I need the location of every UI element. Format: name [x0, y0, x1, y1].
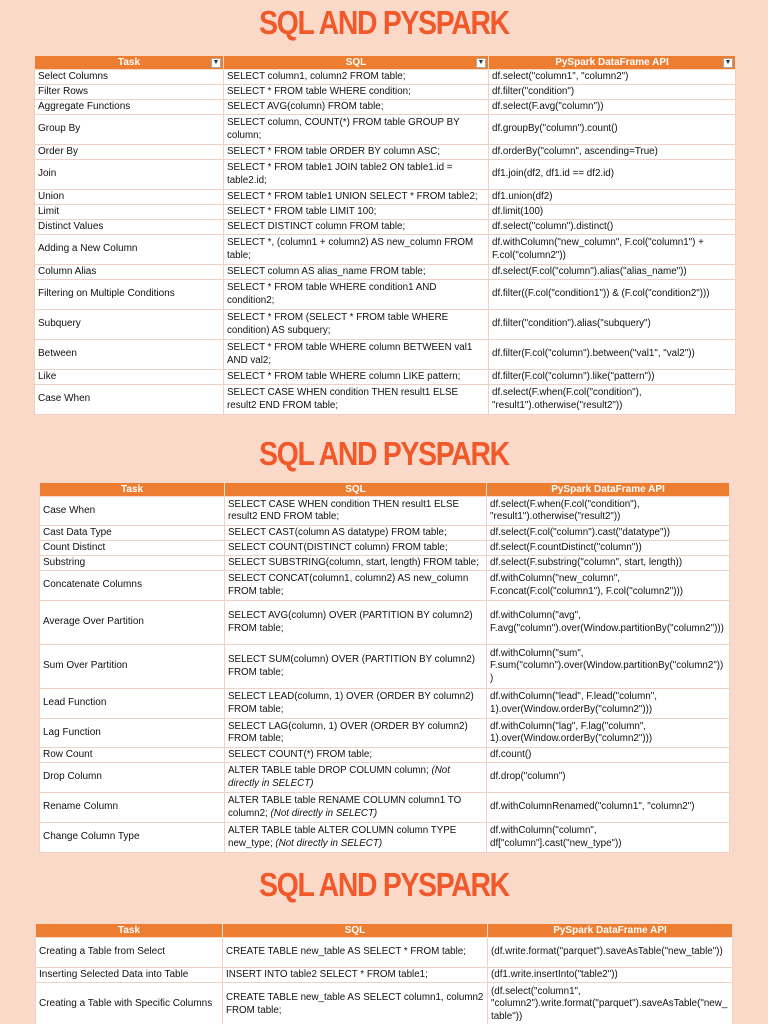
task-cell: Cast Data Type	[40, 526, 225, 541]
pyspark-cell: (df1.write.insertInto("table2"))	[488, 968, 733, 983]
sql-pyspark-table-2	[39, 482, 730, 853]
table-row	[36, 938, 733, 968]
table-row	[35, 85, 736, 100]
pyspark-cell: df1.union(df2)	[489, 190, 736, 205]
table-row	[40, 556, 730, 571]
sql-cell: SELECT * FROM table WHERE column LIKE pattern;	[224, 370, 489, 385]
table-row	[40, 793, 730, 823]
sql-pyspark-table-3	[35, 923, 733, 1024]
table-row	[35, 70, 736, 85]
table-row	[40, 645, 730, 689]
table-row	[40, 689, 730, 719]
sql-cell: SELECT column1, column2 FROM table;	[224, 70, 489, 85]
sql-cell: SELECT SUBSTRING(column, start, length) FROM table;	[225, 556, 487, 571]
task-cell: Case When	[40, 497, 225, 526]
task-cell: Join	[35, 160, 224, 190]
sql-cell: SELECT LEAD(column, 1) OVER (ORDER BY column2) FROM table;	[225, 689, 487, 719]
table-header-row	[40, 483, 730, 497]
column-header-sql[interactable]: SQL ▼	[224, 56, 489, 70]
filter-dropdown-icon[interactable]: ▼	[724, 59, 732, 66]
sql-cell: SELECT AVG(column) OVER (PARTITION BY column2) FROM table;	[225, 601, 487, 645]
table-row	[40, 601, 730, 645]
sql-cell: SELECT * FROM table WHERE condition;	[224, 85, 489, 100]
sql-cell: SELECT CAST(column AS datatype) FROM table;	[225, 526, 487, 541]
task-cell: Group By	[35, 115, 224, 145]
table-row	[35, 100, 736, 115]
sql-cell: SELECT * FROM table LIMIT 100;	[224, 205, 489, 220]
sql-cell: SELECT * FROM table WHERE column BETWEEN val1 AND val2;	[224, 340, 489, 370]
pyspark-cell: df.withColumnRenamed("column1", "column2")	[487, 793, 730, 823]
column-header-task: Task	[40, 483, 225, 497]
task-cell: Union	[35, 190, 224, 205]
table-header-row	[36, 924, 733, 938]
pyspark-cell: df.select("column1", "column2")	[489, 70, 736, 85]
task-cell: Lead Function	[40, 689, 225, 719]
task-cell: Row Count	[40, 748, 225, 763]
column-header-task[interactable]: Task ▼	[35, 56, 224, 70]
task-cell: Aggregate Functions	[35, 100, 224, 115]
sql-cell: SELECT SUM(column) OVER (PARTITION BY column2) FROM table;	[225, 645, 487, 689]
pyspark-cell: df.limit(100)	[489, 205, 736, 220]
sql-cell: INSERT INTO table2 SELECT * FROM table1;	[223, 968, 488, 983]
sql-pyspark-table-1	[34, 55, 736, 415]
pyspark-cell: df.select("column").distinct()	[489, 220, 736, 235]
pyspark-cell: df.withColumn("new_column", F.col("column1") + F.col("column2"))	[489, 235, 736, 265]
table-row	[40, 571, 730, 601]
sql-cell: CREATE TABLE new_table AS SELECT column1, column2 FROM table;	[223, 983, 488, 1024]
section-title: SQL AND PYSPARK	[259, 866, 509, 903]
column-header-task: Task	[36, 924, 223, 938]
table-row	[40, 823, 730, 853]
sql-cell: SELECT DISTINCT column FROM table;	[224, 220, 489, 235]
task-cell: Substring	[40, 556, 225, 571]
task-cell: Drop Column	[40, 763, 225, 793]
task-cell: Average Over Partition	[40, 601, 225, 645]
pyspark-cell: df.withColumn("lead", F.lead("column", 1).over(Window.orderBy("column2")))	[487, 689, 730, 719]
sql-cell: SELECT CASE WHEN condition THEN result1 ELSE result2 END FROM table;	[224, 385, 489, 415]
table-row	[35, 205, 736, 220]
table-row	[40, 748, 730, 763]
task-cell: Rename Column	[40, 793, 225, 823]
pyspark-cell: (df.select("column1", "column2").write.format("parquet").saveAsTable("new_table"))	[488, 983, 733, 1024]
sql-cell: SELECT column, COUNT(*) FROM table GROUP BY column;	[224, 115, 489, 145]
pyspark-cell: df.select(F.when(F.col("condition"), "result1").otherwise("result2"))	[487, 497, 730, 526]
pyspark-cell: df.withColumn("lag", F.lag("column", 1).over(Window.orderBy("column2")))	[487, 719, 730, 748]
sql-cell: SELECT * FROM table WHERE condition1 AND condition2;	[224, 280, 489, 310]
pyspark-cell: df.select(F.when(F.col("condition"), "result1").otherwise("result2"))	[489, 385, 736, 415]
table-row	[36, 968, 733, 983]
task-cell: Between	[35, 340, 224, 370]
task-cell: Sum Over Partition	[40, 645, 225, 689]
task-cell: Like	[35, 370, 224, 385]
column-header-sql: SQL	[223, 924, 488, 938]
pyspark-cell: df.filter("condition")	[489, 85, 736, 100]
table-row	[35, 385, 736, 415]
task-cell: Adding a New Column	[35, 235, 224, 265]
sql-cell: SELECT LAG(column, 1) OVER (ORDER BY column2) FROM table;	[225, 719, 487, 748]
column-header-pyspark: PySpark DataFrame API	[488, 924, 733, 938]
table-row	[40, 763, 730, 793]
column-header-sql: SQL	[225, 483, 487, 497]
column-header-pyspark: PySpark DataFrame API	[487, 483, 730, 497]
column-header-pyspark[interactable]: PySpark DataFrame API ▼	[489, 56, 736, 70]
section-title: SQL AND PYSPARK	[259, 4, 509, 41]
sql-cell: SELECT * FROM table1 UNION SELECT * FROM table2;	[224, 190, 489, 205]
pyspark-cell: df.drop("column")	[487, 763, 730, 793]
pyspark-cell: df.count()	[487, 748, 730, 763]
sql-cell: SELECT * FROM table1 JOIN table2 ON table1.id = table2.id;	[224, 160, 489, 190]
task-cell: Filtering on Multiple Conditions	[35, 280, 224, 310]
table-row	[35, 235, 736, 265]
pyspark-cell: df.select(F.avg("column"))	[489, 100, 736, 115]
table-row	[35, 280, 736, 310]
pyspark-cell: df.withColumn("sum", F.sum("column").over(Window.partitionBy("column2")))	[487, 645, 730, 689]
section-title: SQL AND PYSPARK	[259, 435, 509, 472]
table-row	[40, 541, 730, 556]
task-cell: Creating a Table from Select	[36, 938, 223, 968]
sql-cell: SELECT *, (column1 + column2) AS new_column FROM table;	[224, 235, 489, 265]
task-cell: Count Distinct	[40, 541, 225, 556]
table-row	[35, 340, 736, 370]
pyspark-cell: df1.join(df2, df1.id == df2.id)	[489, 160, 736, 190]
sql-cell: SELECT CONCAT(column1, column2) AS new_column FROM table;	[225, 571, 487, 601]
table-row	[35, 220, 736, 235]
filter-dropdown-icon[interactable]: ▼	[477, 59, 485, 66]
sql-cell: ALTER TABLE table RENAME COLUMN column1 TO column2; (Not directly in SELECT)	[225, 793, 487, 823]
task-cell: Column Alias	[35, 265, 224, 280]
pyspark-cell: df.groupBy("column").count()	[489, 115, 736, 145]
sql-cell: CREATE TABLE new_table AS SELECT * FROM table;	[223, 938, 488, 968]
task-cell: Creating a Table with Specific Columns	[36, 983, 223, 1024]
sql-cell: ALTER TABLE table ALTER COLUMN column TYPE new_type; (Not directly in SELECT)	[225, 823, 487, 853]
pyspark-cell: df.filter(F.col("column").between("val1", "val2"))	[489, 340, 736, 370]
table-row	[40, 497, 730, 526]
sql-cell: SELECT column AS alias_name FROM table;	[224, 265, 489, 280]
pyspark-cell: df.select(F.col("column").cast("datatype"))	[487, 526, 730, 541]
sql-cell: SELECT CASE WHEN condition THEN result1 ELSE result2 END FROM table;	[225, 497, 487, 526]
pyspark-cell: df.filter(F.col("column").like("pattern"))	[489, 370, 736, 385]
table-row	[36, 983, 733, 1024]
task-cell: Change Column Type	[40, 823, 225, 853]
table-row	[35, 265, 736, 280]
table-row	[40, 719, 730, 748]
sql-cell: SELECT COUNT(*) FROM table;	[225, 748, 487, 763]
sql-cell: SELECT COUNT(DISTINCT column) FROM table;	[225, 541, 487, 556]
table-row	[40, 526, 730, 541]
sql-cell: SELECT AVG(column) FROM table;	[224, 100, 489, 115]
task-cell: Distinct Values	[35, 220, 224, 235]
pyspark-cell: df.withColumn("new_column", F.concat(F.col("column1"), F.col("column2")))	[487, 571, 730, 601]
task-cell: Order By	[35, 145, 224, 160]
task-cell: Inserting Selected Data into Table	[36, 968, 223, 983]
table-row	[35, 145, 736, 160]
table-row	[35, 370, 736, 385]
pyspark-cell: df.select(F.substring("column", start, length))	[487, 556, 730, 571]
table-row	[35, 190, 736, 205]
table-row	[35, 310, 736, 340]
task-cell: Subquery	[35, 310, 224, 340]
task-cell: Limit	[35, 205, 224, 220]
pyspark-cell: df.withColumn("column", df["column"].cast("new_type"))	[487, 823, 730, 853]
pyspark-cell: df.select(F.countDistinct("column"))	[487, 541, 730, 556]
table-row	[35, 160, 736, 190]
pyspark-cell: df.filter((F.col("condition1")) & (F.col("condition2")))	[489, 280, 736, 310]
pyspark-cell: df.select(F.col("column").alias("alias_name"))	[489, 265, 736, 280]
sql-cell: ALTER TABLE table DROP COLUMN column; (Not directly in SELECT)	[225, 763, 487, 793]
pyspark-cell: df.filter("condition").alias("subquery")	[489, 310, 736, 340]
table-header-row	[35, 56, 736, 70]
pyspark-cell: df.withColumn("avg", F.avg("column").over(Window.partitionBy("column2")))	[487, 601, 730, 645]
task-cell: Filter Rows	[35, 85, 224, 100]
task-cell: Select Columns	[35, 70, 224, 85]
filter-dropdown-icon[interactable]: ▼	[212, 59, 220, 66]
pyspark-cell: (df.write.format("parquet").saveAsTable("new_table"))	[488, 938, 733, 968]
table-row	[35, 115, 736, 145]
sql-cell: SELECT * FROM (SELECT * FROM table WHERE condition) AS subquery;	[224, 310, 489, 340]
task-cell: Case When	[35, 385, 224, 415]
sql-cell: SELECT * FROM table ORDER BY column ASC;	[224, 145, 489, 160]
task-cell: Lag Function	[40, 719, 225, 748]
task-cell: Concatenate Columns	[40, 571, 225, 601]
pyspark-cell: df.orderBy("column", ascending=True)	[489, 145, 736, 160]
